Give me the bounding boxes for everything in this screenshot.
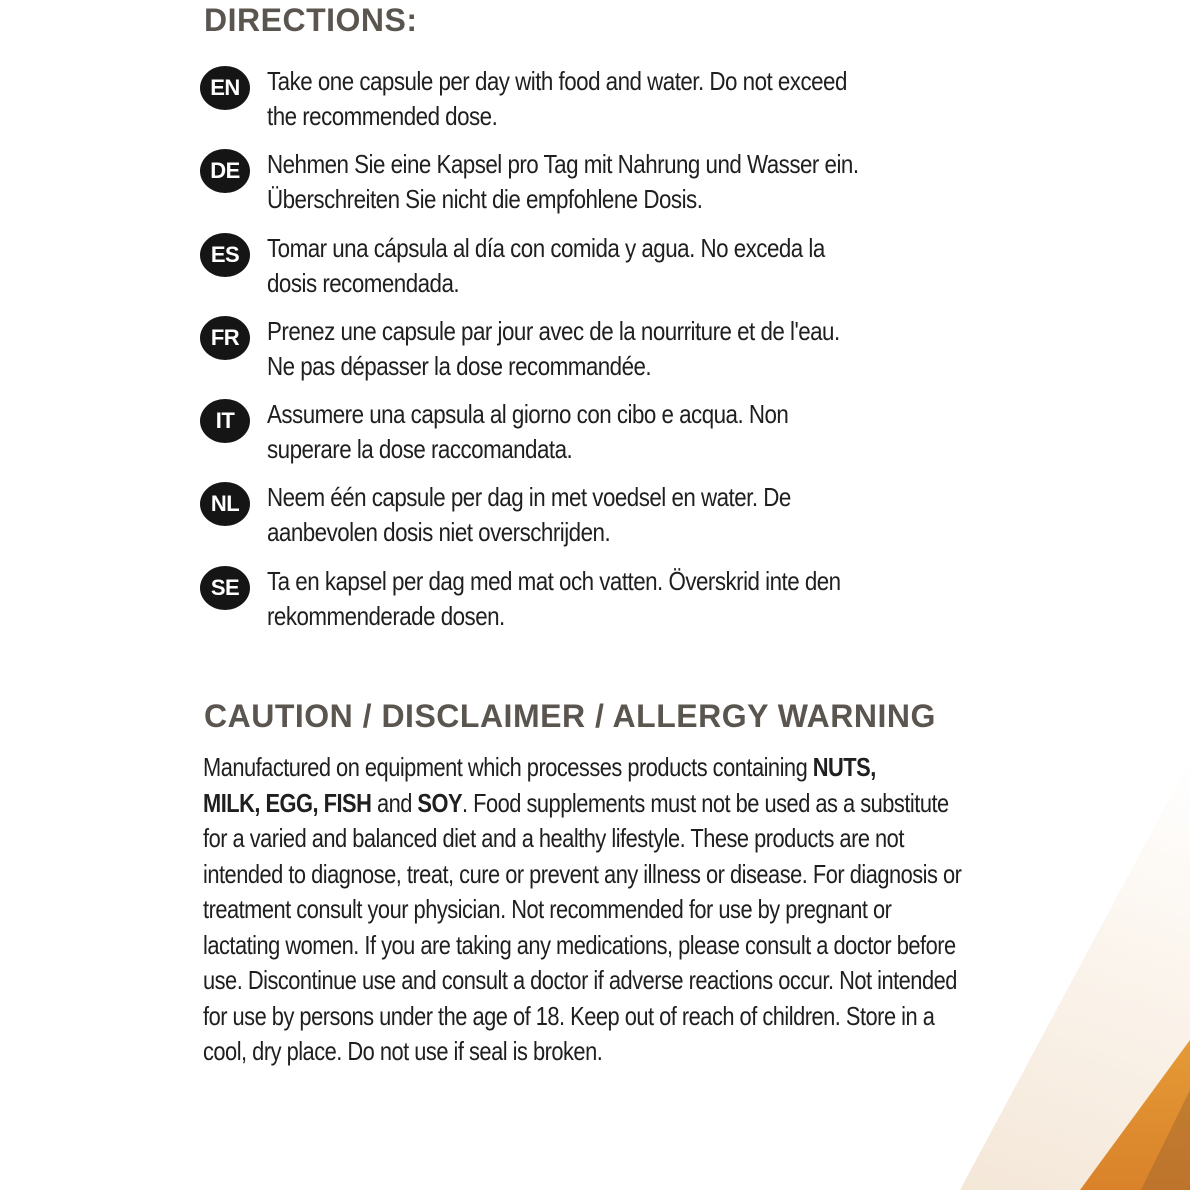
language-badge-en: EN bbox=[200, 66, 250, 110]
direction-text-es: Tomar una cápsula al día con comida y agua. No exceda la dosis recomendada. bbox=[267, 232, 825, 298]
direction-item-it bbox=[200, 397, 960, 480]
directions-list bbox=[200, 64, 960, 647]
direction-text-it: Assumere una capsula al giorno con cibo e acqua. Non superare la dose raccomandata. bbox=[267, 399, 789, 465]
direction-text-de: Nehmen Sie eine Kapsel pro Tag mit Nahrung und Wasser ein. Überschreiten Sie nicht die empfohlene Dosis. bbox=[267, 149, 859, 215]
directions-heading: DIRECTIONS: bbox=[204, 2, 418, 38]
caution-heading: CAUTION / DISCLAIMER / ALLERGY WARNING bbox=[204, 698, 936, 734]
language-badge-fr: FR bbox=[200, 316, 250, 360]
language-badge-it: IT bbox=[200, 399, 250, 443]
caution-rest-text: . Food supplements must not be used as a substitute for a varied and balanced diet and a healthy lifestyle. These products are not intended to diagnose, treat, cure or prevent any illness or disease. For diagnosis or treatment consult your physician. Not recommended for use by pregnant or lactating women. If you are taking any medications, please consult a doctor before use. Discontinue use and consult a doctor if adverse reactions occur. Not intended for use by persons under the age of 18. Keep out of reach of children. Store in a cool, dry place. Do not use if seal is broken. bbox=[203, 787, 962, 1066]
direction-item-nl bbox=[200, 480, 960, 563]
allergen-nuts: NUTS, bbox=[812, 752, 876, 782]
caution-paragraph bbox=[203, 750, 967, 1070]
direction-text-fr: Prenez une capsule par jour avec de la nourriture et de l'eau. Ne pas dépasser la dose recommandée. bbox=[267, 315, 840, 381]
direction-item-de bbox=[200, 147, 960, 230]
direction-text-nl: Neem één capsule per dag in met voedsel en water. De aanbevolen dosis niet overschrijden. bbox=[267, 482, 791, 548]
language-badge-se: SE bbox=[200, 566, 250, 610]
language-badge-nl: NL bbox=[200, 482, 250, 526]
direction-item-en bbox=[200, 64, 960, 147]
allergen-joiner: and bbox=[371, 787, 418, 818]
language-badge-de: DE bbox=[200, 149, 250, 193]
allergen-milk-egg-fish: MILK, EGG, FISH bbox=[203, 787, 372, 818]
direction-item-se bbox=[200, 564, 960, 647]
direction-item-fr bbox=[200, 314, 960, 397]
direction-text-se: Ta en kapsel per dag med mat och vatten. Överskrid inte den rekommenderade dosen. bbox=[267, 565, 841, 631]
direction-text-en: Take one capsule per day with food and water. Do not exceed the recommended dose. bbox=[267, 66, 847, 131]
language-badge-es: ES bbox=[200, 233, 250, 277]
allergen-soy: SOY bbox=[417, 787, 463, 818]
caution-intro-text: Manufactured on equipment which processes products containing bbox=[203, 752, 813, 782]
direction-item-es bbox=[200, 231, 960, 314]
